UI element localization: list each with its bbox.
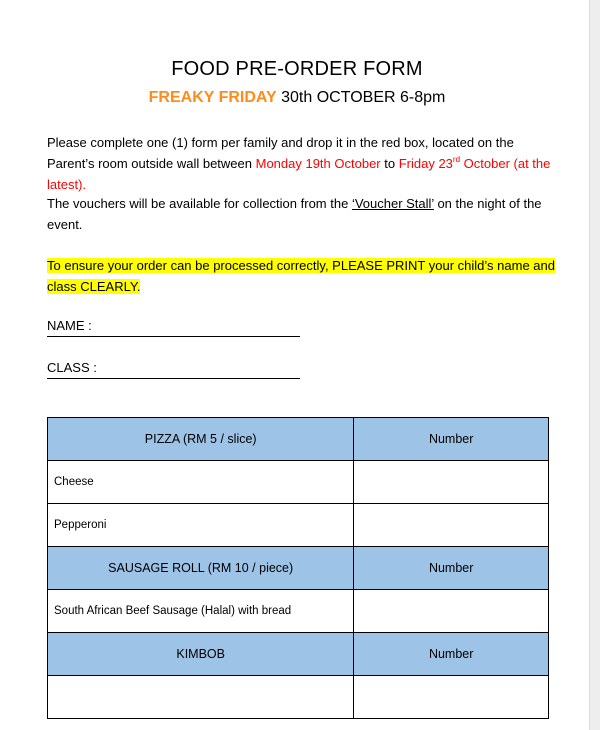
deadline-day: Friday 23 xyxy=(398,156,453,171)
table-row xyxy=(48,590,549,633)
voucher-stall-name: ‘Voucher Stall’ xyxy=(351,196,434,211)
table-row xyxy=(48,461,549,504)
deadline-ordinal: rd xyxy=(452,155,461,164)
collection-start-date: Monday 19th October xyxy=(255,156,381,171)
quantity-cell[interactable] xyxy=(354,590,549,633)
instructions-paragraph-1 xyxy=(47,132,557,195)
event-date-time: 30th OCTOBER 6-8pm xyxy=(276,89,446,106)
date-connector: to xyxy=(380,156,399,171)
item-label: South African Beef Sausage (Halal) with bread xyxy=(48,590,354,633)
number-column-header: Number xyxy=(354,418,549,461)
form-title: FOOD PRE-ORDER FORM xyxy=(171,58,423,80)
section-header-sausage-roll: SAUSAGE ROLL (RM 10 / piece) xyxy=(48,547,354,590)
instructions-text: Please complete one (1) form per family and drop it in the red box, located on the Parent’s room outside wall between xyxy=(47,135,514,171)
section-header-kimbob: KIMBOB xyxy=(48,633,354,676)
quantity-cell[interactable] xyxy=(354,504,549,547)
number-column-header: Number xyxy=(354,547,549,590)
name-label: NAME : xyxy=(47,318,92,333)
table-row xyxy=(48,504,549,547)
quantity-cell[interactable] xyxy=(354,676,549,719)
event-subtitle xyxy=(0,89,594,107)
item-label: Cheese xyxy=(48,461,354,504)
table-row xyxy=(48,676,549,719)
section-header-row xyxy=(48,547,549,590)
event-name: FREAKY FRIDAY xyxy=(148,89,277,106)
quantity-cell[interactable] xyxy=(354,461,549,504)
deadline-month: October (at the latest). xyxy=(47,156,551,192)
order-table xyxy=(47,417,549,719)
voucher-text: The vouchers will be available for collection from the xyxy=(47,196,352,211)
instructions-paragraph-3 xyxy=(47,255,557,297)
item-label: Pepperoni xyxy=(48,504,354,547)
class-label: CLASS : xyxy=(47,360,97,375)
instructions-paragraph-2 xyxy=(47,193,557,235)
class-input-line[interactable] xyxy=(47,378,300,379)
voucher-text-end: on the night of the event. xyxy=(47,196,542,232)
section-header-row xyxy=(48,633,549,676)
section-header-pizza: PIZZA (RM 5 / slice) xyxy=(48,418,354,461)
item-label xyxy=(48,676,354,719)
section-header-row xyxy=(48,418,549,461)
name-input-line[interactable] xyxy=(47,336,300,337)
page-edge-margin xyxy=(589,0,600,730)
number-column-header: Number xyxy=(354,633,549,676)
print-clearly-notice: To ensure your order can be processed correctly, PLEASE PRINT your child’s name and class CLEARLY. xyxy=(47,258,555,294)
